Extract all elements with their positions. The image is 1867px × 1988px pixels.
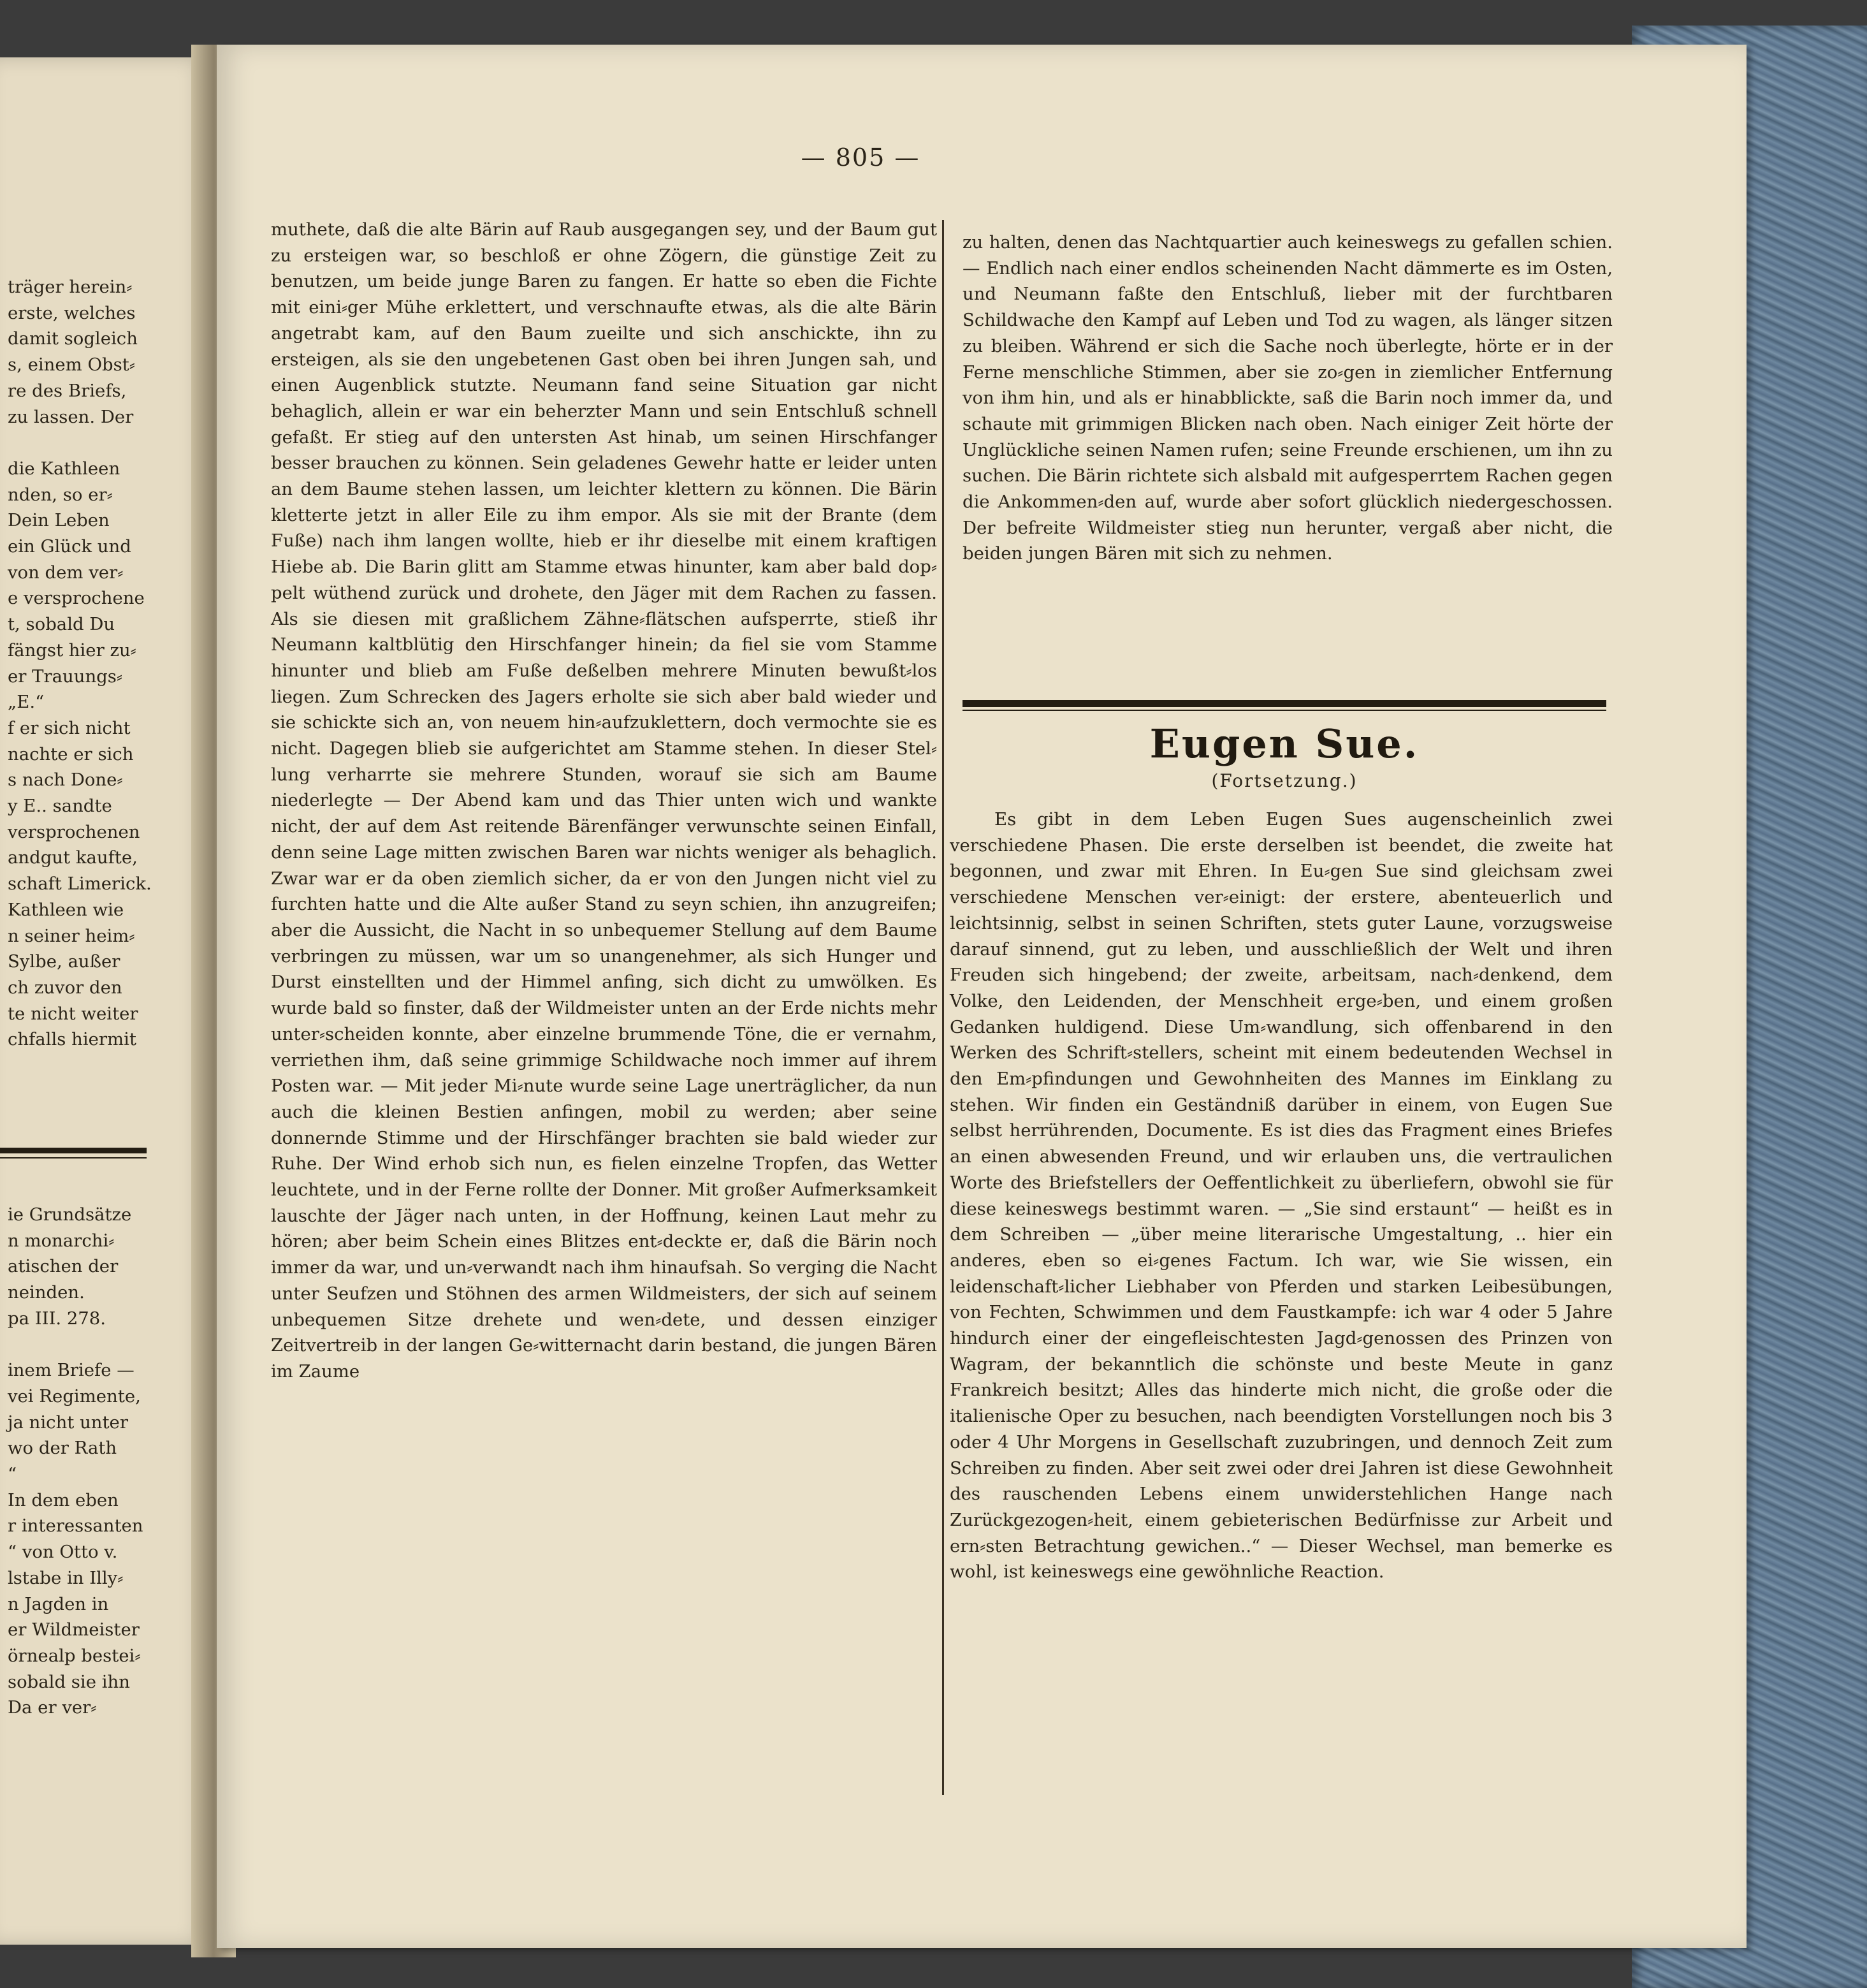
left-page-line: ja nicht unter: [8, 1412, 128, 1433]
left-page-line: Da er ver⸗: [8, 1697, 97, 1718]
article-paragraph: Es gibt in dem Leben Eugen Sues augenscheinlich zwei verschiedene Phasen. Die erste derselben ist beendet, die zweite hat begonnen, und zwar mit Ehren. In Eu⸗gen Sue sind gleichsam zwei verschiedene Menschen ver⸗einigt: der erstere, abenteuerlich und leichtsinnig, selbst in seinen Schriften, stets guter Laune, vorzugsweise darauf sinnend, gut zu leben, und ausschließlich der Welt und ihren Freuden sich hingebend; der zweite, arbeitsam, nach⸗denkend, dem Volke, den Leidenden, der Menschheit erge⸗ben, und einem großen Gedanken huldigend. Diese Um⸗wandlung, sich offenbarend in den Werken des Schrift⸗stellers, scheint mit einem bedeutenden Wechsel in den Em⸗pfindungen und Gewohnheiten des Mannes im Einklang zu stehen. Wir finden ein Geständniß darüber in einem, von Eugen Sue selbst herrührenden, Documente. Es ist dies das Fragment eines Briefes an einen abwesenden Freund, und wir erlauben uns, die vertraulichen Worte des Briefstellers der Oeffentlichkeit zu überliefern, obwohl sie für diese keineswegs bestimmt waren. — „Sie sind erstaunt“ — heißt es in dem Schreiben — „über meine literarische Umgestaltung, .. hier ein anderes, eben so ei⸗genes Factum. Ich war, wie Sie wissen, ein leidenschaft⸗licher Liebhaber von Pferden und starken Leibesübungen, von Fechten, Schwimmen und dem Faustkampfe: ich war 4 oder 5 Jahre hindurch einer der eingefleischtesten Jagd⸗genossen des Prinzen von Wagram, der bekanntlich die schönste und beste Meute in ganz Frankreich besitzt; Alles das hinderte mich nicht, die große oder die italienische Oper zu besuchen, nach beendigten Vorstellungen noch bis 3 oder 4 Uhr Morgens in Gesellschaft zuzubringen, und dennoch Zeit zum Schreiben zu finden. Aber seit zwei oder drei Jahren ist diese Gewohnheit des rauschenden Lebens einem unwiderstehlichen Hange nach Zurückgezogen⸗heit, einem gebieterischen Bedürfnisse zur Arbeit und ern⸗sten Betrachtung gewichen..“ — Dieser Wechsel, man bemerke es wohl, ist keineswegs eine gewöhnliche Reaction.: [950, 809, 1613, 1582]
left-page-line: y E.. sandte: [8, 796, 112, 817]
left-page-upper-text: [8, 274, 199, 1053]
left-page-line: chfalls hiermit: [8, 1029, 136, 1050]
main-column: [271, 217, 937, 1385]
left-page-line: „E.“: [8, 692, 45, 713]
left-page-line: die Kathleen: [8, 458, 120, 479]
left-page-line: pa III. 278.: [8, 1308, 106, 1329]
left-page-line: träger herein⸗: [8, 277, 133, 297]
left-page-line: s, einem Obst⸗: [8, 354, 135, 376]
page-number: — 805 —: [801, 143, 920, 172]
article-rule: [963, 700, 1606, 707]
left-page-line: ie Grundsätze: [8, 1204, 132, 1225]
left-page-rule: [0, 1148, 147, 1153]
left-page-line: “: [8, 1464, 17, 1485]
left-page-line: “ von Otto v.: [8, 1542, 118, 1563]
left-page-line: t, sobald Du: [8, 614, 115, 635]
left-page-line: örnealp bestei⸗: [8, 1645, 141, 1666]
left-page-line: f er sich nicht: [8, 717, 131, 738]
left-page-line: neinden.: [8, 1282, 85, 1303]
left-page-line: ein Glück und: [8, 536, 131, 557]
left-page-line: e versprochene: [8, 588, 145, 609]
left-page-line: wo der Rath: [8, 1438, 117, 1459]
right-column-continuation: [963, 230, 1613, 567]
article-body: [950, 807, 1613, 1585]
left-page-line: fängst hier zu⸗: [8, 640, 136, 661]
left-page-line: nachte er sich: [8, 743, 134, 764]
left-page: [0, 57, 210, 1945]
continuation-paragraph: zu halten, denen das Nachtquartier auch keineswegs zu gefallen schien. — Endlich nach einer endlos scheinenden Nacht dämmerte es im Osten, und Neumann faßte den Entschluß, lieber mit der furchtbaren Schildwache den Kampf auf Leben und Tod zu wagen, als länger sitzen zu bleiben. Während er sich die Sache noch überlegte, hörte er in der Ferne menschliche Stimmen, aber sie zo⸗gen in ziemlicher Entfernung von ihm hin, und als er hinabblickte, saß die Barin noch immer da, und schaute mit grimmigen Blicken nach oben. Nach einiger Zeit hörte der Unglückliche seinen Namen rufen; seine Freunde erschienen, um ihn zu suchen. Die Bärin richtete sich alsbald mit aufgesperrtem Rachen gegen die Ankommen⸗den auf, wurde aber sofort glücklich niedergeschossen. Der befreite Wildmeister stieg nun herunter, vergaß aber nicht, die beiden jungen Bären mit sich zu nehmen.: [963, 232, 1613, 564]
article-title: Eugen Sue.: [1149, 720, 1420, 767]
left-page-line: Kathleen wie: [8, 899, 124, 920]
article-subtitle: (Fortsetzung.): [1211, 770, 1358, 791]
left-page-line: te nicht weiter: [8, 1003, 138, 1024]
left-page-line: n monarchi⸗: [8, 1230, 115, 1251]
left-page-lower-text: [8, 1202, 199, 1721]
left-page-line: er Trauungs⸗: [8, 666, 123, 687]
left-page-line: schaft Limerick.: [8, 873, 152, 895]
left-page-line: Dein Leben: [8, 510, 110, 531]
left-page-line: erste, welches: [8, 302, 136, 323]
left-page-line: [8, 430, 199, 456]
left-page-line: s nach Done⸗: [8, 770, 123, 791]
left-page-line: vei Regimente,: [8, 1385, 141, 1407]
left-page-line: versprochenen: [8, 821, 140, 842]
left-page-line: ch zuvor den: [8, 977, 122, 998]
column-divider: [942, 220, 944, 1795]
left-page-line: [8, 1332, 199, 1358]
left-page-line: zu lassen. Der: [8, 406, 134, 427]
left-page-line: n Jagden in: [8, 1593, 109, 1614]
left-page-line: In dem eben: [8, 1489, 119, 1510]
left-page-line: damit sogleich: [8, 328, 138, 349]
left-page-line: von dem ver⸗: [8, 562, 124, 583]
left-page-rule-thin: [0, 1157, 147, 1158]
left-page-line: lstabe in Illy⸗: [8, 1567, 124, 1588]
left-page-line: atischen der: [8, 1256, 119, 1277]
left-page-line: n seiner heim⸗: [8, 925, 135, 946]
left-page-line: sobald sie ihn: [8, 1671, 130, 1692]
left-page-line: inem Briefe —: [8, 1360, 134, 1381]
main-paragraph: muthete, daß die alte Bärin auf Raub ausgegangen sey, und der Baum gut zu ersteigen war, so beschloß er ohne Zögern, die günstige Zeit zu benutzen, um beide junge Baren zu fangen. Er hatte so eben die Fichte mit eini⸗ger Mühe erklettert, und verschnaufte etwas, als die alte Bärin angetrabt kam, auf den Baum zueilte und sich anschickte, ihn zu ersteigen, als sie den ungebetenen Gast oben bei ihren Jungen sah, und einen Augenblick stutzte. Neumann fand seine Situation gar nicht behaglich, allein er war ein beherzter Mann und sein Entschluß schnell gefaßt. Er stieg auf den untersten Ast hinab, um seinen Hirschfanger besser brauchen zu können. Sein geladenes Gewehr hatte er leider unten an dem Baume stehen lassen, um leichter klettern zu können. Die Bärin kletterte jetzt in aller Eile zu ihm empor. Als sie mit der Brante (dem Fuße) nach ihm langen wollte, hieb er ihr dieselbe mit einem kraftigen Hiebe ab. Die Barin glitt am Stamme etwas hinunter, kam aber bald dop⸗pelt wüthend zurück und drohete, den Jäger mit dem Rachen zu fassen. Als sie diesen mit graßlichem Zähne⸗flätschen aufsperrte, stieß ihr Neumann kaltblütig den Hirschfanger hinein; da fiel sie vom Stamme hinunter und blieb am Fuße deßelben mehrere Minuten bewußt⸗los liegen. Zum Schrecken des Jagers erholte sie sich aber bald wieder und sie schickte sich an, von neuem hin⸗aufzuklettern, doch vermochte sie es nicht. Dagegen blieb sie aufgerichtet am Stamme stehen. In dieser Stel⸗lung verharrte sie mehrere Stunden, worauf sie sich am Baume niederlegte — Der Abend kam und das Thier unten wich und wankte nicht, der auf dem Ast reitende Bärenfänger verwunschte seinen Einfall, denn seine Lage mitten zwischen Baren war nichts weniger als behaglich. Zwar war er da oben ziemlich sicher, da er von den Jungen nicht viel zu furchten hatte und die Alte außer Stand zu seyn schien, ihn anzugreifen; aber die Aussicht, die Nacht in so unbequemer Stellung auf dem Baume verbringen zu müssen, war um so unangenehmer, als sich Hunger und Durst einstellten und der Himmel anfing, sich dicht zu umwölken. Es wurde bald so finster, daß der Wildmeister unten an der Erde nichts mehr unter⸗scheiden konnte, aber einzelne brummende Töne, die er vernahm, verriethen ihm, daß seine grimmige Schildwache noch immer auf ihrem Posten war. — Mit jeder Mi⸗nute wurde seine Lage unerträglicher, da nun auch die kleinen Bestien anfingen, mobil zu werden; aber seine donnernde Stimme und der Hirschfänger brachten sie bald wieder zur Ruhe. Der Wind erhob sich nun, es fielen einzelne Tropfen, das Wetter leuchtete, und in der Ferne rollte der Donner. Mit großer Aufmerksamkeit lauschte der Jäger nach unten, in der Hoffnung, keinen Laut mehr zu hören; aber beim Schein eines Blitzes ent⸗deckte er, daß die Bärin noch immer da war, und un⸗verwandt nach ihm hinaufsah. So verging die Nacht unter Seufzen und Stöhnen des armen Wildmeisters, der sich auf seinem unbequemen Sitze drehete und wen⸗dete, und dessen einziger Zeitvertreib in der langen Ge⸗witternacht darin bestand, die jungen Bären im Zaume: [271, 219, 937, 1382]
left-page-line: Sylbe, außer: [8, 951, 120, 972]
left-page-line: nden, so er⸗: [8, 484, 113, 505]
left-page-line: er Wildmeister: [8, 1619, 140, 1641]
article-rule-thin: [963, 710, 1606, 711]
left-page-line: r interessanten: [8, 1516, 143, 1537]
left-page-line: andgut kaufte,: [8, 847, 138, 868]
left-page-line: re des Briefs,: [8, 380, 127, 401]
